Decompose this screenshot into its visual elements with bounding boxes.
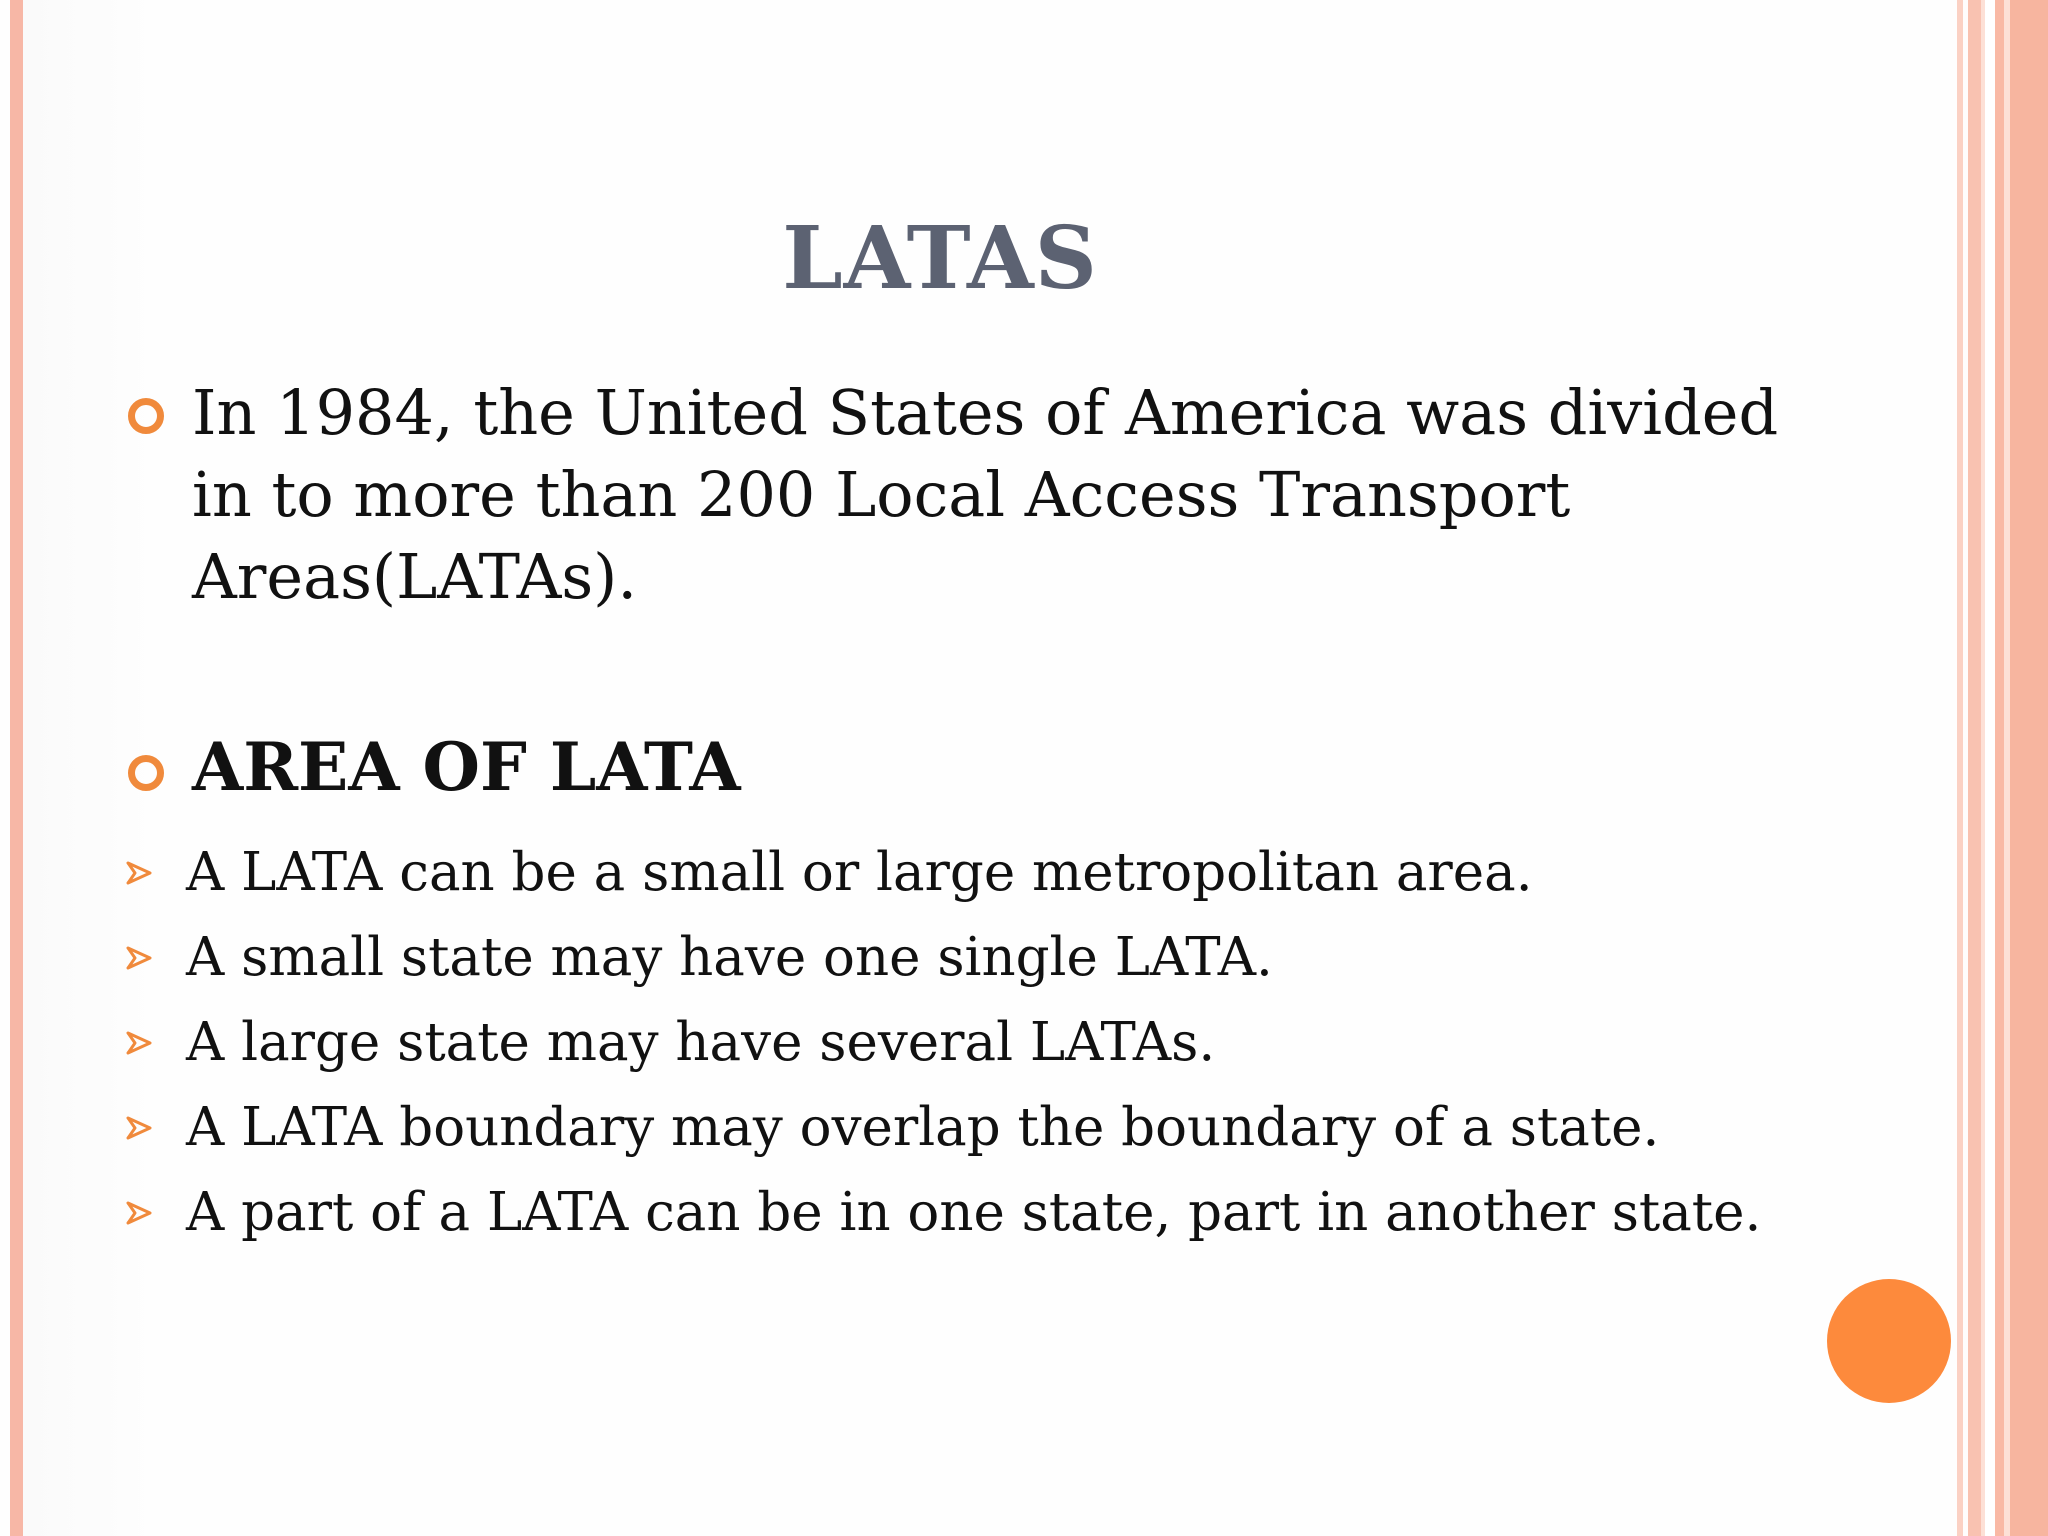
section-heading: AREA OF LATA [192, 728, 741, 806]
main-bullet-1 [128, 376, 1808, 618]
arrow-bullet-icon [126, 1031, 156, 1055]
sub-bullet-text: A large state may have several LATAs. [186, 1012, 1216, 1073]
sub-bullet-text: A LATA can be a small or large metropolitan area. [186, 842, 1533, 903]
sub-bullet-text: A small state may have one single LATA. [186, 927, 1273, 988]
main-bullet-2 [128, 728, 1808, 807]
main-bullet-text: In 1984, the United States of America was divided in to more than 200 Local Access Transport Areas(LATAs). [192, 376, 1779, 613]
sub-bullet-text: A part of a LATA can be in one state, part in another state. [186, 1182, 1762, 1243]
ring-bullet-icon [128, 755, 164, 791]
right-stripe [1968, 0, 1981, 1536]
sub-bullet-list [126, 830, 1886, 1255]
sub-bullet-item [126, 830, 1886, 915]
decorative-circle [1827, 1279, 1951, 1403]
arrow-bullet-icon [126, 1116, 156, 1140]
sub-bullet-item [126, 915, 1886, 1000]
right-stripe [2010, 0, 2048, 1536]
sub-bullet-text: A LATA boundary may overlap the boundary of a state. [186, 1097, 1660, 1158]
ring-bullet-icon [128, 398, 164, 434]
arrow-bullet-icon [126, 1201, 156, 1225]
arrow-bullet-icon [126, 861, 156, 885]
slide-title: LATAS [782, 208, 1098, 309]
right-stripe [1985, 0, 1995, 1536]
sub-bullet-item [126, 1000, 1886, 1085]
right-stripe [1995, 0, 2004, 1536]
arrow-bullet-icon [126, 946, 156, 970]
sub-bullet-item [126, 1085, 1886, 1170]
sub-bullet-item [126, 1170, 1886, 1255]
